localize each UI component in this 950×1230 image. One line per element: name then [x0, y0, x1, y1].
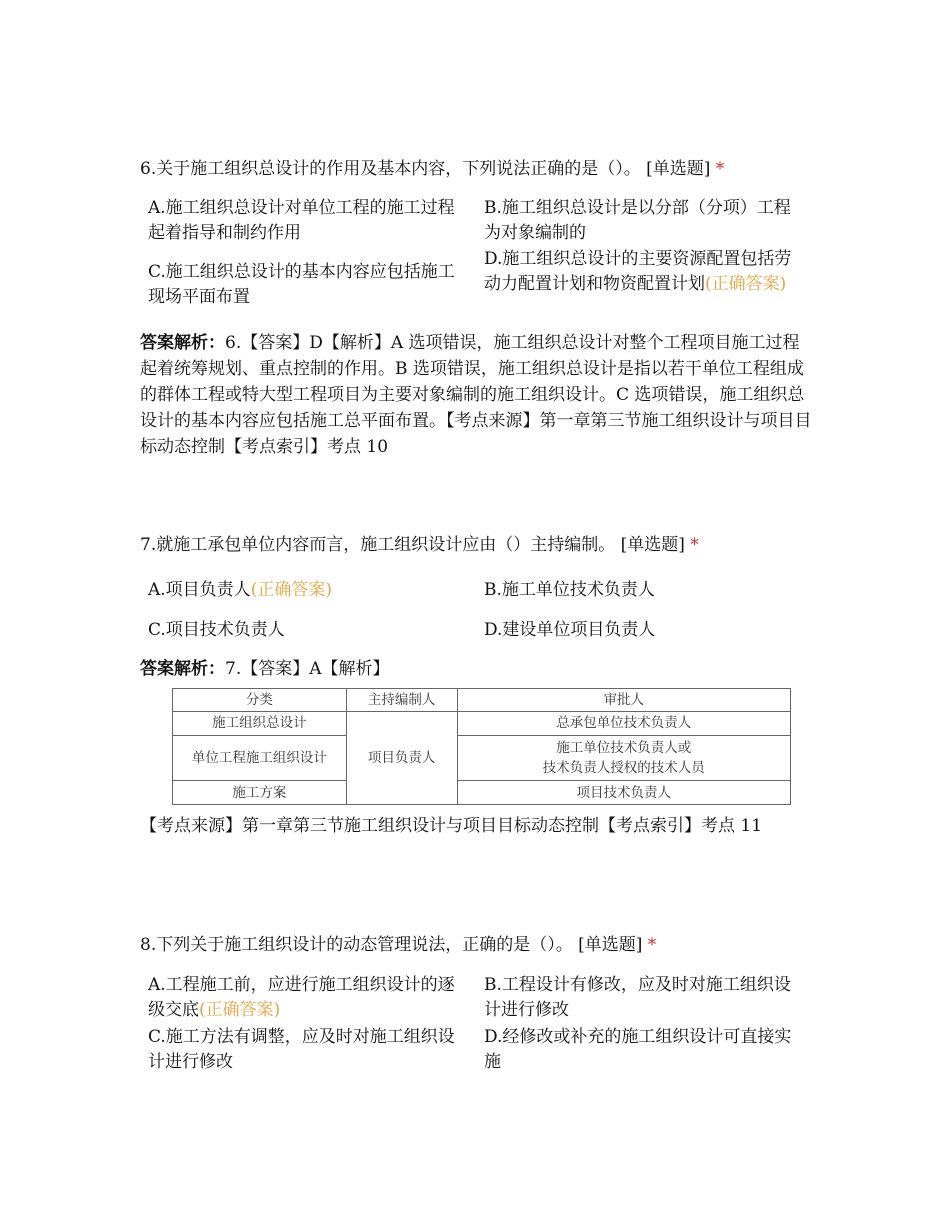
required-mark: * — [715, 159, 725, 179]
table-cell-category: 单位工程施工组织设计 — [173, 735, 347, 781]
analysis-text: 7.【答案】A【解析】 — [225, 659, 390, 679]
table-row — [173, 712, 791, 736]
question-8-option-c[interactable]: C.施工方法有调整，应及时对施工组织设计进行修改 — [148, 1027, 455, 1072]
question-6-title: 6.关于施工组织总设计的作用及基本内容，下列说法正确的是（）。 [单选题] * — [140, 159, 725, 179]
question-8-option-b[interactable]: B.工程设计有修改，应及时对施工组织设计进行修改 — [484, 975, 791, 1020]
question-6-option-a[interactable]: A.施工组织总设计对单位工程的施工过程起着指导和制约作用 — [148, 198, 455, 243]
question-7-option-d[interactable]: D.建设单位项目负责人 — [484, 620, 656, 640]
table-cell-approver: 施工单位技术负责人或 技术负责人授权的技术人员 — [457, 735, 790, 781]
question-8-title: 8.下列关于施工组织设计的动态管理说法，正确的是（）。 [单选题] * — [140, 935, 657, 955]
table-header-row — [173, 689, 791, 712]
table-header: 主持编制人 — [346, 689, 457, 712]
question-8-option-d[interactable]: D.经修改或补充的施工组织设计可直接实施 — [484, 1027, 792, 1072]
table-row — [173, 735, 791, 781]
required-mark: * — [647, 935, 657, 955]
question-7-option-c[interactable]: C.项目技术负责人 — [148, 620, 285, 640]
question-6-analysis — [140, 330, 816, 460]
correct-answer-tag: (正确答案) — [705, 274, 787, 294]
question-7-option-a[interactable]: A.项目负责人(正确答案) — [148, 580, 332, 600]
question-6-option-d[interactable]: D.施工组织总设计的主要资源配置包括劳动力配置计划和物资配置计划(正确答案) — [484, 249, 792, 294]
table-cell-approver: 项目技术负责人 — [457, 781, 790, 805]
table-cell-category: 施工组织总设计 — [173, 712, 347, 736]
question-7-option-b[interactable]: B.施工单位技术负责人 — [484, 580, 655, 600]
question-6-option-b[interactable]: B.施工组织总设计是以分部（分项）工程为对象编制的 — [484, 198, 791, 243]
question-8-option-a[interactable]: A.工程施工前，应进行施工组织设计的逐级交底(正确答案) — [148, 975, 455, 1020]
analysis-label: 答案解析： — [140, 333, 225, 353]
required-mark: * — [690, 535, 699, 555]
question-6-option-c[interactable]: C.施工组织总设计的基本内容应包括施工现场平面布置 — [148, 262, 455, 307]
table-cell-approver: 总承包单位技术负责人 — [457, 712, 790, 736]
correct-answer-tag: (正确答案) — [199, 1000, 281, 1020]
correct-answer-tag: (正确答案) — [250, 580, 332, 600]
table-row — [173, 781, 791, 805]
table-cell-category: 施工方案 — [173, 781, 347, 805]
analysis-label: 答案解析： — [140, 659, 225, 679]
table-header: 分类 — [173, 689, 347, 712]
analysis-text: 6.【答案】D【解析】A 选项错误，施工组织总设计对整个工程项目施工过程起着统筹规划、重点控制的作用。B 选项错误，施工组织总设计是指以若干单位工程组成的群体工程或特大型工程项目为主要对象编制的施工组织设计。C 选项错误，施工组织总设计的基本内容应包括施工总平面布置。【考点来源】第一章第三节施工组织设计与项目目标动态控制【考点索引】考点 10 — [140, 333, 812, 457]
approval-table — [172, 688, 791, 805]
table-header: 审批人 — [457, 689, 790, 712]
question-7-title: 7.就施工承包单位内容而言，施工组织设计应由（）主持编制。 [单选题] * — [140, 535, 699, 555]
question-7-analysis — [140, 656, 816, 682]
table-cell-compiler: 项目负责人 — [346, 712, 457, 805]
question-7-source: 【考点来源】第一章第三节施工组织设计与项目目标动态控制【考点索引】考点 11 — [140, 816, 763, 836]
